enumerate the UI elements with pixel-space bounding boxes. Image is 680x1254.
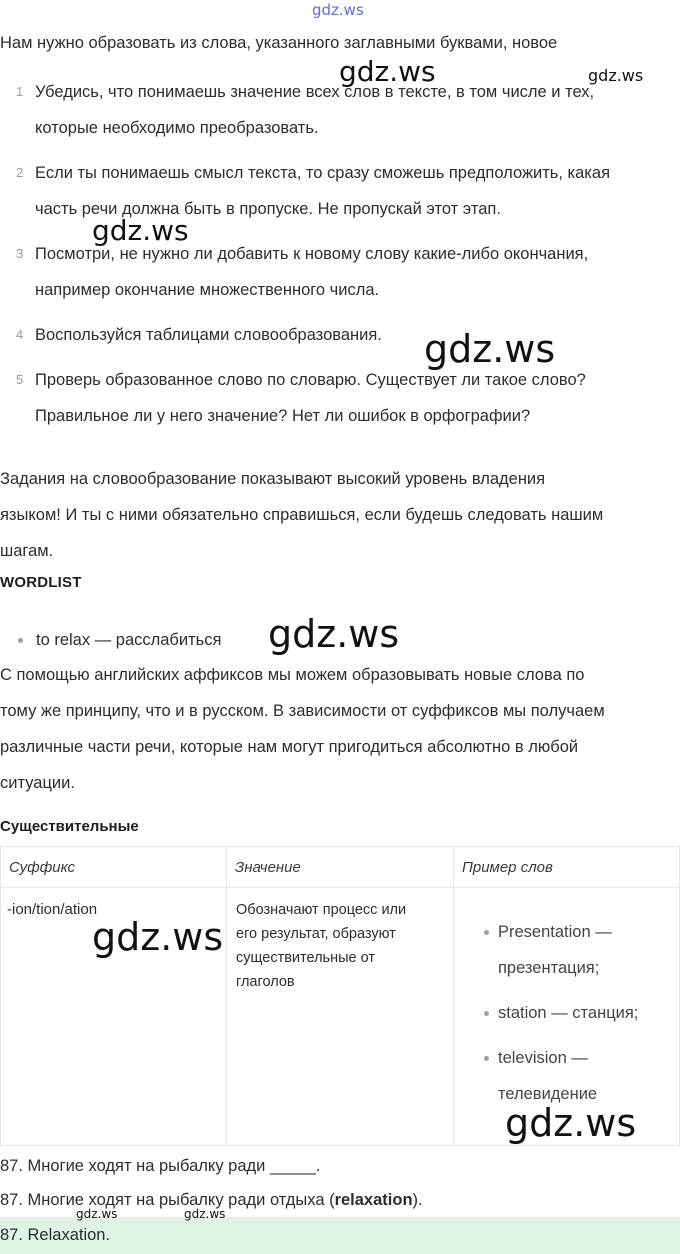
table-header-examples: Пример слов xyxy=(454,847,680,888)
step-line: которые необходимо преобразовать. xyxy=(35,119,319,137)
example-line: телевидение xyxy=(498,1085,598,1103)
meaning-line: Обозначают процесс или xyxy=(236,902,407,918)
affix-line: С помощью английских аффиксов мы можем образовывать новые слова по xyxy=(0,666,585,684)
table-cell-meaning xyxy=(227,888,454,1146)
steps-list xyxy=(0,74,680,443)
summary-text xyxy=(0,461,680,569)
filled-prefix: 87. Многие ходят на рыбалку ради отдыха ( xyxy=(0,1191,335,1209)
summary-line: Задания на словообразование показывают высокий уровень владения xyxy=(0,470,546,488)
example-line: Presentation — xyxy=(498,923,612,941)
step-line: Проверь образованное слово по словарю. Существует ли такое слово? xyxy=(35,371,586,389)
suffix-value: -ion/tion/ation xyxy=(7,901,98,918)
example-line: television — xyxy=(498,1049,588,1067)
filled-suffix: ). xyxy=(412,1191,423,1209)
affix-line: различные части речи, которые нам могут пригодиться абсолютно в любой xyxy=(0,738,579,756)
watermark: gdz.ws xyxy=(588,66,644,85)
step-line: например окончание множественного числа. xyxy=(35,281,380,299)
step-number: 1 xyxy=(16,84,24,99)
example-line: презентация; xyxy=(498,959,600,977)
watermark: gdz.ws xyxy=(268,612,400,656)
step-line: Воспользуйся таблицами словообразования. xyxy=(35,326,382,344)
exercise-question: 87. Многие ходят на рыбалку ради _____. xyxy=(0,1157,321,1175)
example-item xyxy=(454,914,679,986)
watermark: gdz.ws xyxy=(312,1,364,19)
step-line: часть речи должна быть в пропуске. Не пропускай этот этап. xyxy=(35,200,501,218)
table-header-meaning: Значение xyxy=(227,847,454,888)
filled-word: relaxation xyxy=(334,1191,413,1209)
examples-list xyxy=(454,914,679,1112)
watermark: gdz.ws xyxy=(184,1207,226,1221)
wordlist-item-text: to relax — расслабиться xyxy=(36,631,222,649)
step-number: 3 xyxy=(16,246,24,261)
step-number: 5 xyxy=(16,372,24,387)
step-item xyxy=(0,362,680,434)
summary-line: шагам. xyxy=(0,542,54,560)
step-item xyxy=(0,155,680,227)
meaning-line: глаголов xyxy=(236,974,295,990)
affix-line: тому же принципу, что и в русском. В зависимости от суффиксов мы получаем xyxy=(0,702,605,720)
bullet-icon xyxy=(484,1056,489,1061)
step-item xyxy=(0,236,680,308)
meaning-line: его результат, образуют xyxy=(236,926,396,942)
bullet-icon xyxy=(484,930,489,935)
step-item xyxy=(0,74,680,146)
wordlist-heading: WORDLIST xyxy=(0,574,82,591)
summary-line: языком! И ты с ними обязательно справишься, если будешь следовать нашим xyxy=(0,506,604,524)
step-number: 4 xyxy=(16,327,24,342)
watermark: gdz.ws xyxy=(339,55,436,88)
bullet-icon xyxy=(484,1011,489,1016)
affix-text xyxy=(0,657,680,801)
watermark: gdz.ws xyxy=(92,915,224,959)
example-line: station — станция; xyxy=(498,1004,639,1022)
step-line: Если ты понимаешь смысл текста, то сразу сможешь предположить, какая xyxy=(35,164,611,182)
step-line: Убедись, что понимаешь значение всех слов в тексте, в том числе и тех, xyxy=(35,83,595,101)
exercise-answer: 87. Relaxation. xyxy=(0,1226,111,1244)
step-line: Правильное ли у него значение? Нет ли ошибок в орфографии? xyxy=(35,407,531,425)
step-line: Посмотри, не нужно ли добавить к новому слову какие-либо окончания, xyxy=(35,245,589,263)
watermark: gdz.ws xyxy=(92,214,189,247)
example-item xyxy=(454,995,679,1031)
affix-line: ситуации. xyxy=(0,774,75,792)
table-header-suffix: Суффикс xyxy=(1,847,227,888)
step-number: 2 xyxy=(16,165,24,180)
nouns-heading: Существительные xyxy=(0,818,139,835)
watermark: gdz.ws xyxy=(76,1207,118,1221)
wordlist-item xyxy=(0,624,221,656)
meaning-line: существительные от xyxy=(236,950,376,966)
bullet-icon xyxy=(18,638,23,643)
watermark: gdz.ws xyxy=(505,1101,637,1145)
step-item xyxy=(0,317,680,353)
watermark: gdz.ws xyxy=(424,327,556,371)
intro-text: Нам нужно образовать из слова, указанного заглавными буквами, новое xyxy=(0,34,558,52)
